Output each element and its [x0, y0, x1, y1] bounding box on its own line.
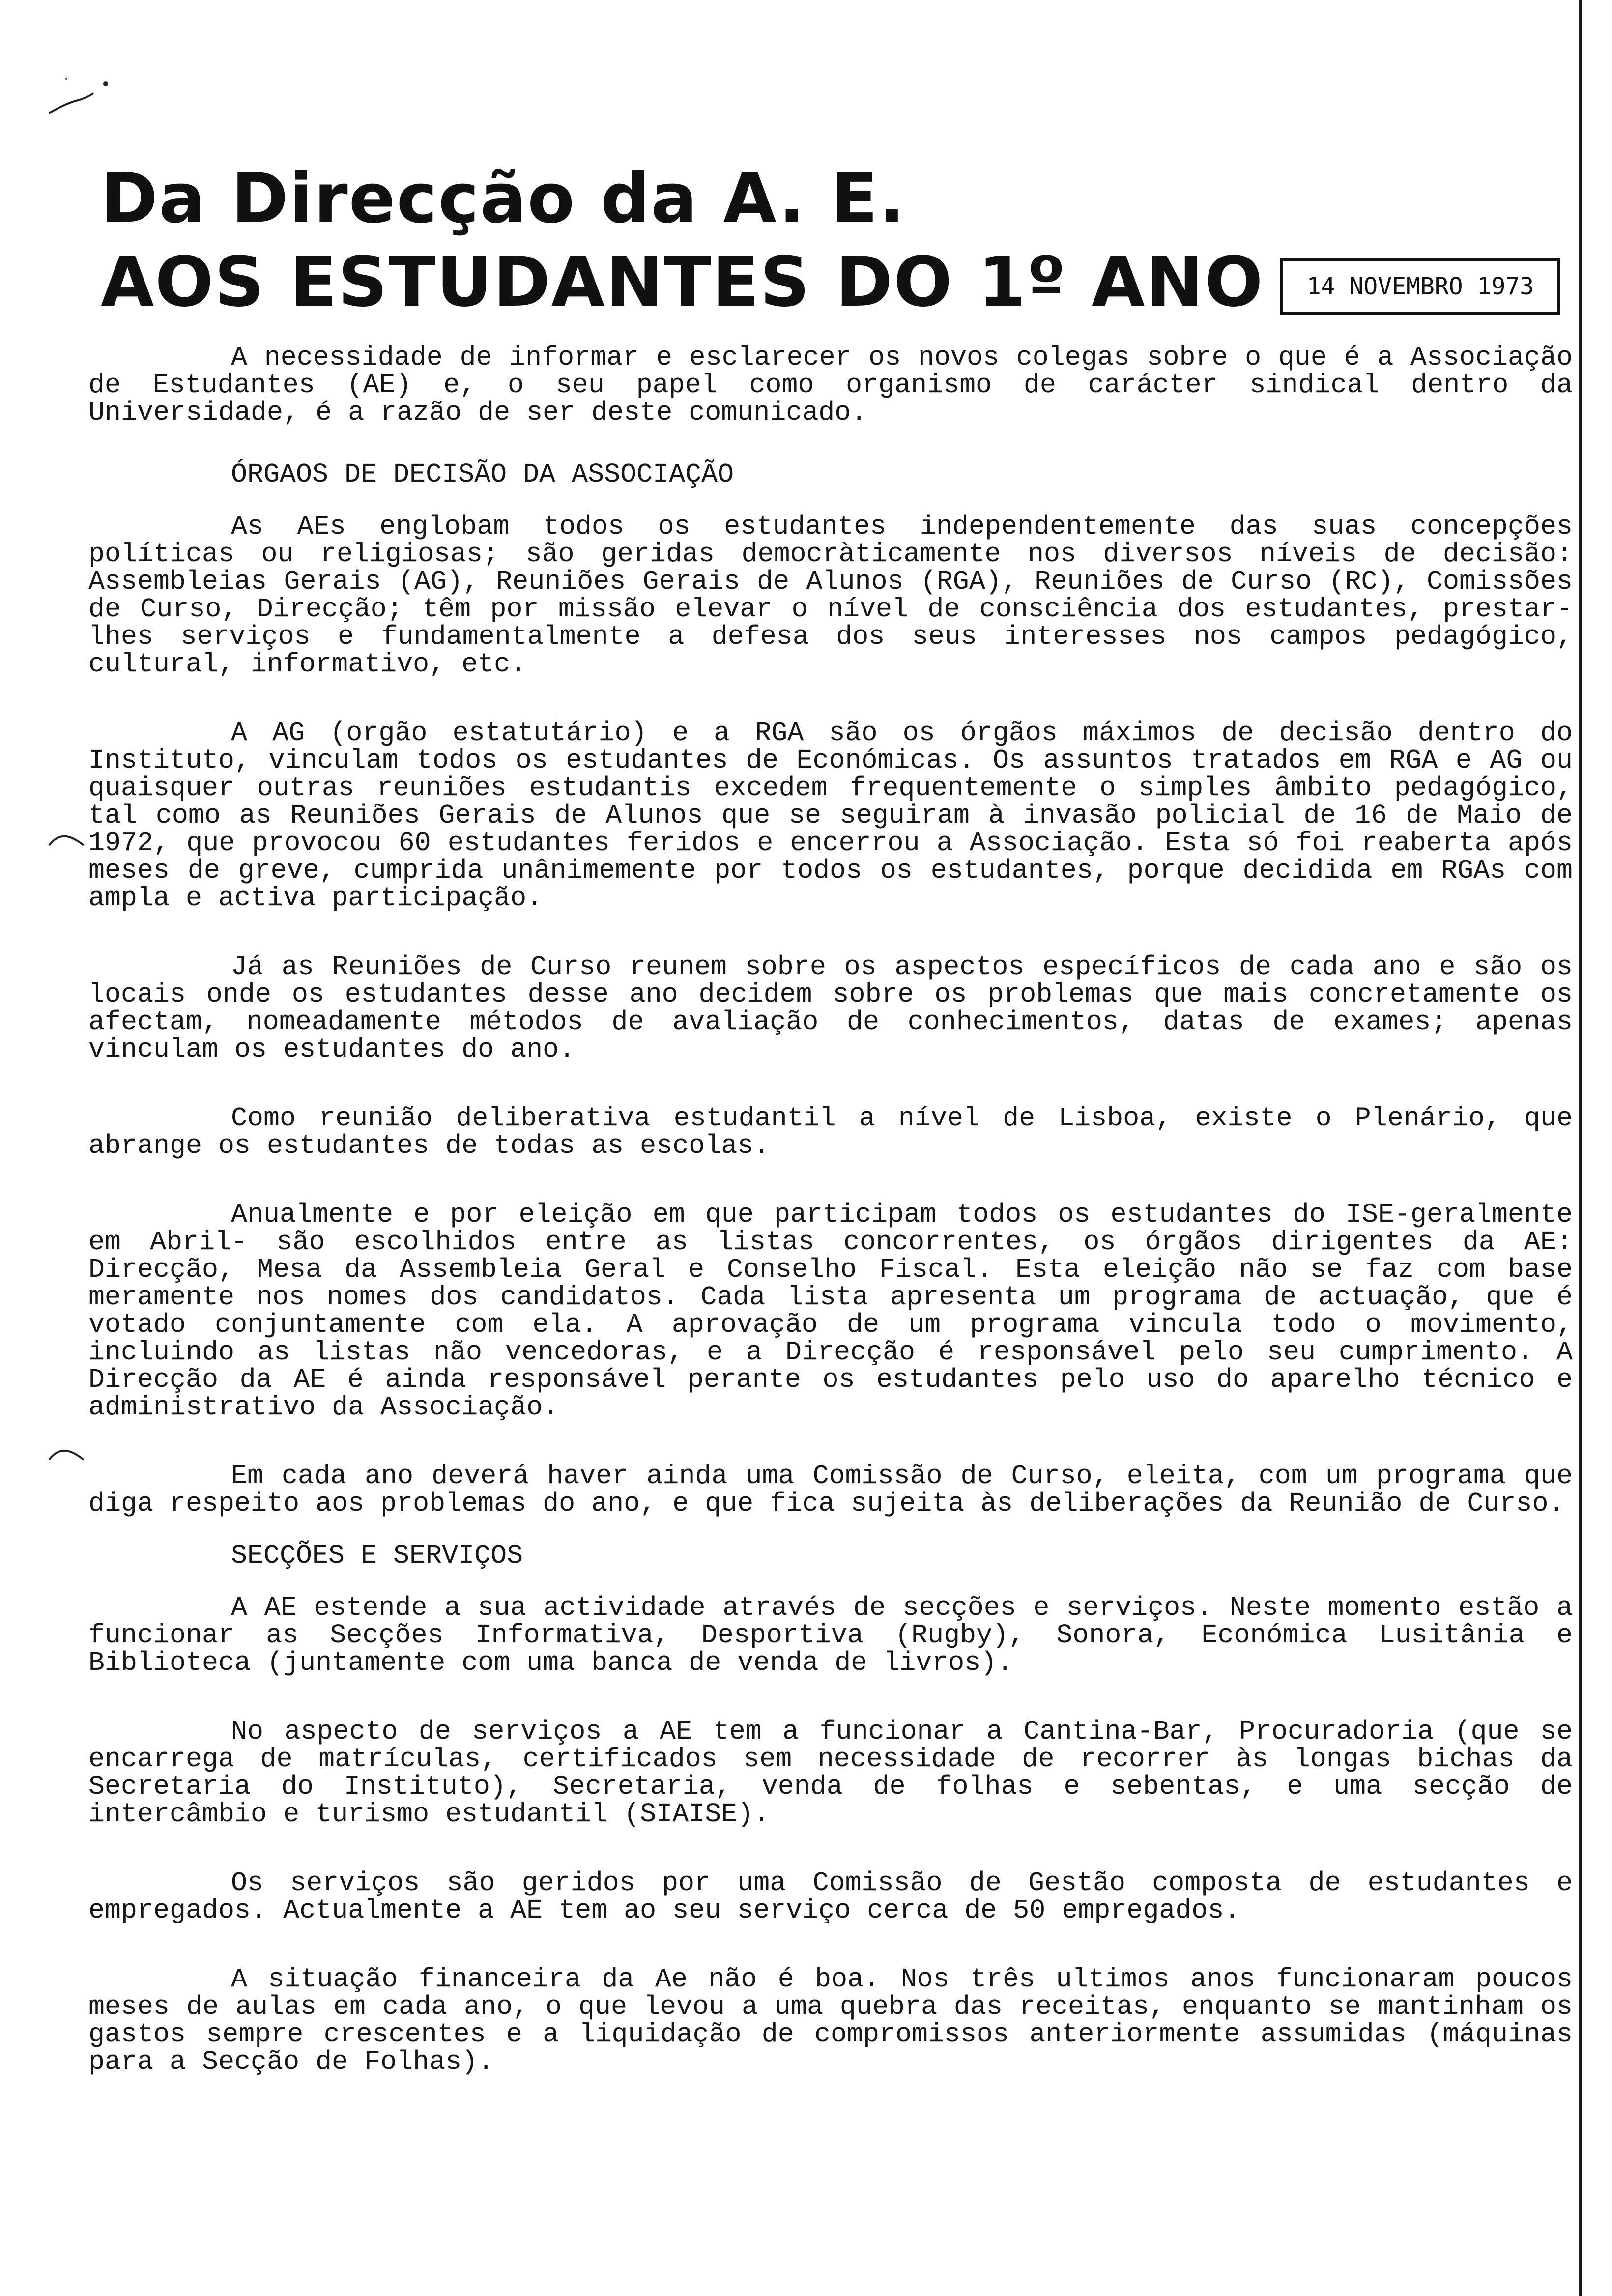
right-margin-rule — [1579, 0, 1582, 2296]
headline-line-2: AOS ESTUDANTES DO 1º ANO — [101, 242, 1264, 322]
document-body — [88, 344, 1573, 2117]
paragraph-seccoes-1: A AE estende a sua actividade através de secções e serviços. Neste momento estão a funcionar as Secções Informativa, Desportiva (Rugby), Sonora, Económica Lusitânia e Biblioteca (juntamente com uma banca de venda de livros). — [88, 1592, 1573, 1678]
paragraph-orgaos-1: As AEs englobam todos os estudantes independentemente das suas concepções políticas ou religiosas; são geridas democràticamente nos diversos níveis de decisão: Assembleias Gerais (AG), Reuniões Gerais de Alunos (RGA), Reuniões de Curso (RC), Comissões de Curso, Direcção; têm por missão elevar o nível de consciência dos estudantes, prestar-lhes serviços e fundamentalmente a defesa dos seus interesses nos campos pedagógico, cultural, informativo, etc. — [88, 511, 1573, 680]
section-heading-seccoes: SECÇÕES E SERVIÇOS — [231, 1540, 523, 1571]
date-box: 14 NOVEMBRO 1973 — [1280, 258, 1560, 315]
paragraph-seccoes-2: No aspecto de serviços a AE tem a funcionar a Cantina-Bar, Procuradoria (que se encarrega de matrículas, certificados sem necessidade de recorrer às longas bichas da Secretaria do Instituto), Secretaria, venda de folhas e sebentas, e uma secção de intercâmbio e turismo estudantil (SIAISE). — [88, 1716, 1573, 1830]
headline-line-1: Da Direcção da A. E. — [101, 159, 906, 239]
paragraph-orgaos-2: A AG (orgão estatutário) e a RGA são os órgãos máximos de decisão dentro do Instituto, vinculam todos os estudantes de Económicas. Os assuntos tratados em RGA e AG ou quaisquer outras reuniões estudantis excedem frequentemente o simples âmbito pedagógico, tal como as Reuniões Gerais de Alunos que se seguiram à invasão policial de 16 de Maio de 1972, que provocou 60 estudantes feridos e encerrou a Associação. Esta só foi reaberta após meses de greve, cumprida unânimemente por todos os estudantes, porque decidida em RGAs com ampla e activa participação. — [88, 718, 1573, 914]
pen-mark-icon — [47, 74, 111, 118]
paragraph-seccoes-3: Os serviços são geridos por uma Comissão de Gestão composta de estudantes e empregados. Actualmente a AE tem ao seu serviço cerca de 50 empregados. — [88, 1867, 1573, 1926]
paragraph-orgaos-6: Em cada ano deverá haver ainda uma Comissão de Curso, eleita, com um programa que diga respeito aos problemas do ano, e que fica sujeita às deliberações da Reunião de Curso. — [88, 1461, 1573, 1519]
paragraph-orgaos-5: Anualmente e por eleição em que participam todos os estudantes do ISE-geralmente em Abril- são escolhidos entre as listas concorrentes, os órgãos dirigentes da AE: Direcção, Mesa da Assembleia Geral e Conselho Fiscal. Esta eleição não se faz com base meramente nos nomes dos candidatos. Cada lista apresenta um programa de actuação, que é votado conjuntamente com ela. A aprovação de um programa vincula todo o movimento, incluindo as listas não vencedoras, e a Direcção é responsável pelo seu cumprimento. A Direcção da AE é ainda responsável perante os estudantes pelo uso do aparelho técnico e administrativo da Associação. — [88, 1199, 1573, 1423]
paragraph-orgaos-4: Como reunião deliberativa estudantil a nível de Lisboa, existe o Plenário, que abrange os estudantes de todas as escolas. — [88, 1103, 1573, 1161]
section-heading-orgaos: ÓRGAOS DE DECISÃO DA ASSOCIAÇÃO — [231, 459, 734, 490]
paragraph-seccoes-4: A situação financeira da Ae não é boa. Nos três ultimos anos funcionaram poucos meses de aulas em cada ano, o que levou a uma quebra das receitas, enquanto se mantinham os gastos sempre crescentes e a liquidação de compromissos anteriormente assumidas (máquinas para a Secção de Folhas). — [88, 1964, 1573, 2077]
paragraph-intro: A necessidade de informar e esclarecer os novos colegas sobre o que é a Associação de Estudantes (AE) e, o seu papel como organismo de carácter sindical dentro da Universidade, é a razão de ser deste comunicado. — [88, 342, 1573, 428]
margin-arrow-mark-icon — [47, 831, 86, 850]
paragraph-orgaos-3: Já as Reuniões de Curso reunem sobre os aspectos específicos de cada ano e são os locais onde os estudantes desse ano decidem sobre os problemas que mais concretamente os afectam, nomeadamente métodos de avaliação de conhecimentos, datas de exames; apenas vinculam os estudantes do ano. — [88, 951, 1573, 1065]
margin-arrow-mark-icon — [47, 1445, 86, 1464]
